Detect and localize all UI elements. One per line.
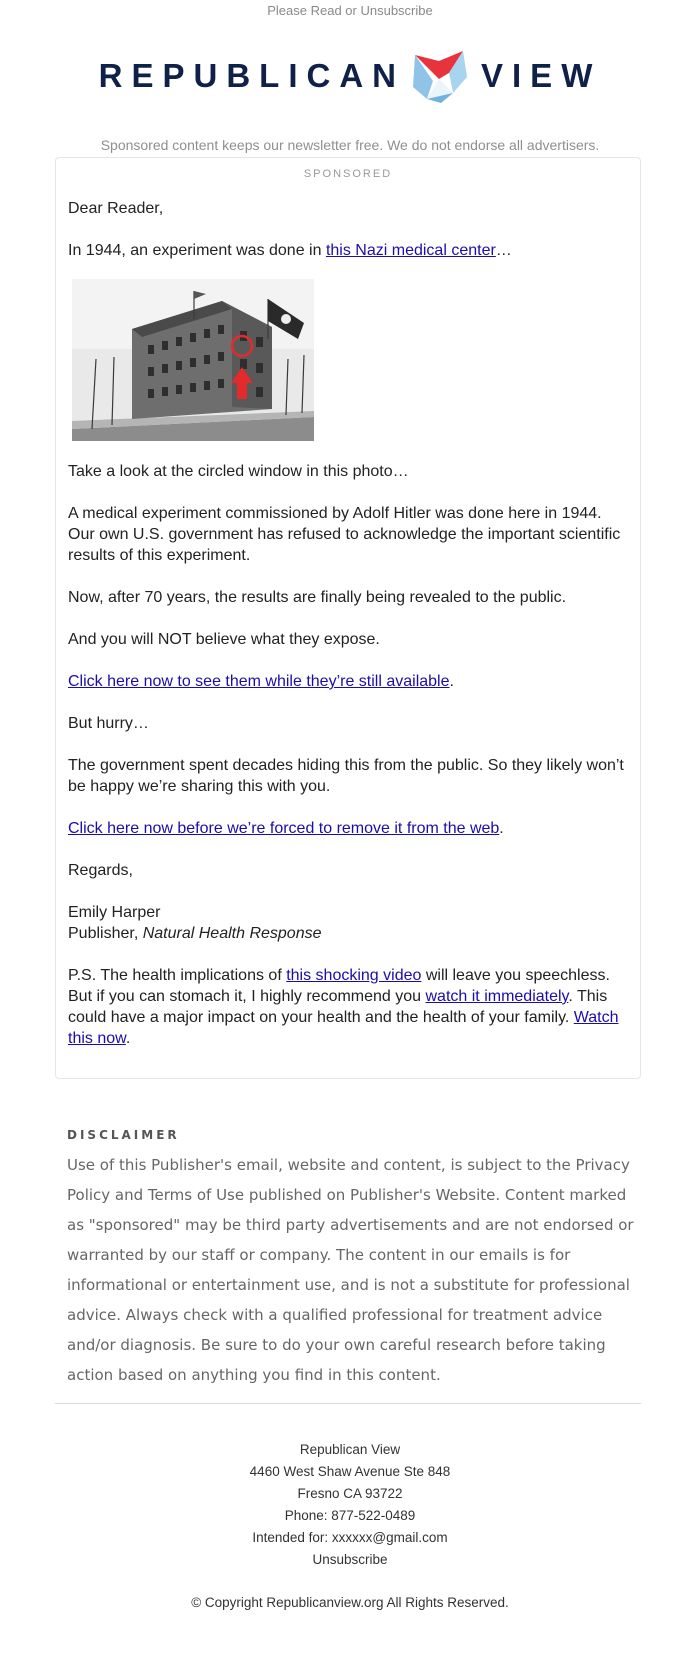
signature [68, 902, 628, 944]
remove-link[interactable]: Click here now before we’re forced to remove it from the web [68, 820, 500, 837]
circled-window-paragraph: Take a look at the circled window in this photo… [68, 463, 409, 480]
sponsored-note: Sponsored content keeps our newsletter free. We do not endorse all advertisers. [100, 137, 600, 153]
government-paragraph: The government spent decades hiding this from the public. So they likely won’t be happy we’re sharing this with you. [68, 757, 624, 795]
logo-text-right: VIEW [481, 57, 602, 94]
logo-star-icon [409, 47, 469, 105]
period: . [499, 820, 504, 837]
footer-address-line1: 4460 West Shaw Avenue Ste 848 [249, 1464, 451, 1479]
disclaimer-section [67, 1128, 637, 1390]
watch-immediately-link[interactable]: watch it immediately [425, 988, 569, 1005]
regards: Regards, [68, 862, 133, 879]
sponsored-card [55, 157, 641, 1079]
nazi-medical-center-link[interactable]: this Nazi medical center [325, 242, 496, 259]
footer-company: Republican View [299, 1442, 401, 1457]
disclaimer-body: Use of this Publisher's email, website and content, is subject to the Privacy Policy and Terms of Use published on Publisher's Website. Content marked as "sponsored" may be third party advertisements and are not endorsed or warranted by our staff or company. The content in our emails is for informational or entertainment use, and is not a substitute for professional advice. Always check with a qualified professional for treatment advice and/or diagnosis. Be sure to do your own careful research before taking action based on anything you find in this content. [67, 1156, 634, 1384]
copyright: © Copyright Republicanview.org All Rights Reserved. [191, 1595, 509, 1610]
intro-tail: … [495, 242, 512, 259]
logo-text-left: REPUBLICAN [98, 57, 405, 94]
period: . [125, 1030, 131, 1047]
footer-phone: Phone: 877-522-0489 [284, 1508, 416, 1523]
building-photo[interactable] [72, 279, 314, 441]
greeting: Dear Reader, [68, 200, 164, 217]
brand-logo[interactable] [0, 47, 700, 105]
footer-address [0, 1439, 700, 1571]
ps-text-c: . This could have a major impact on your health and the health of your family. [68, 988, 608, 1026]
signature-title: Publisher, [68, 925, 143, 942]
see-results-link[interactable]: Click here now to see them while they’re still available [68, 673, 450, 690]
hurry-paragraph: But hurry… [68, 715, 149, 732]
see-results-paragraph [68, 671, 628, 692]
intro-paragraph [68, 240, 628, 261]
experiment-paragraph: A medical experiment commissioned by Adolf Hitler was done here in 1944. Our own U.S. government has refused to acknowledge the important scientific results of this experiment. [68, 505, 621, 564]
footer-intended-for: Intended for: xxxxxx@gmail.com [252, 1530, 448, 1545]
sponsored-label: SPONSORED [303, 168, 393, 180]
footer-address-line2: Fresno CA 93722 [297, 1486, 403, 1501]
watch-now-link[interactable]: Watch this now [68, 1009, 619, 1047]
unsubscribe-top-link[interactable]: Please Read or Unsubscribe [267, 3, 433, 18]
ps-text-a: P.S. The health implications of [68, 967, 287, 984]
ps-paragraph [68, 965, 628, 1049]
signature-name: Emily Harper [68, 904, 161, 921]
now-paragraph: Now, after 70 years, the results are finally being revealed to the public. [68, 589, 567, 606]
shocking-video-link[interactable]: this shocking video [286, 967, 422, 984]
period: . [449, 673, 454, 690]
disclaimer-heading: DISCLAIMER [67, 1128, 180, 1142]
publication-name: Natural Health Response [142, 925, 322, 942]
remove-paragraph [68, 818, 628, 839]
intro-text: In 1944, an experiment was done in [68, 242, 326, 259]
believe-paragraph: And you will NOT believe what they expose. [68, 631, 380, 648]
footer-unsubscribe-link[interactable]: Unsubscribe [312, 1552, 388, 1567]
ps-text-b: will leave you speechless. But if you can stomach it, I highly recommend you [68, 967, 610, 1005]
footer-divider [55, 1403, 641, 1404]
